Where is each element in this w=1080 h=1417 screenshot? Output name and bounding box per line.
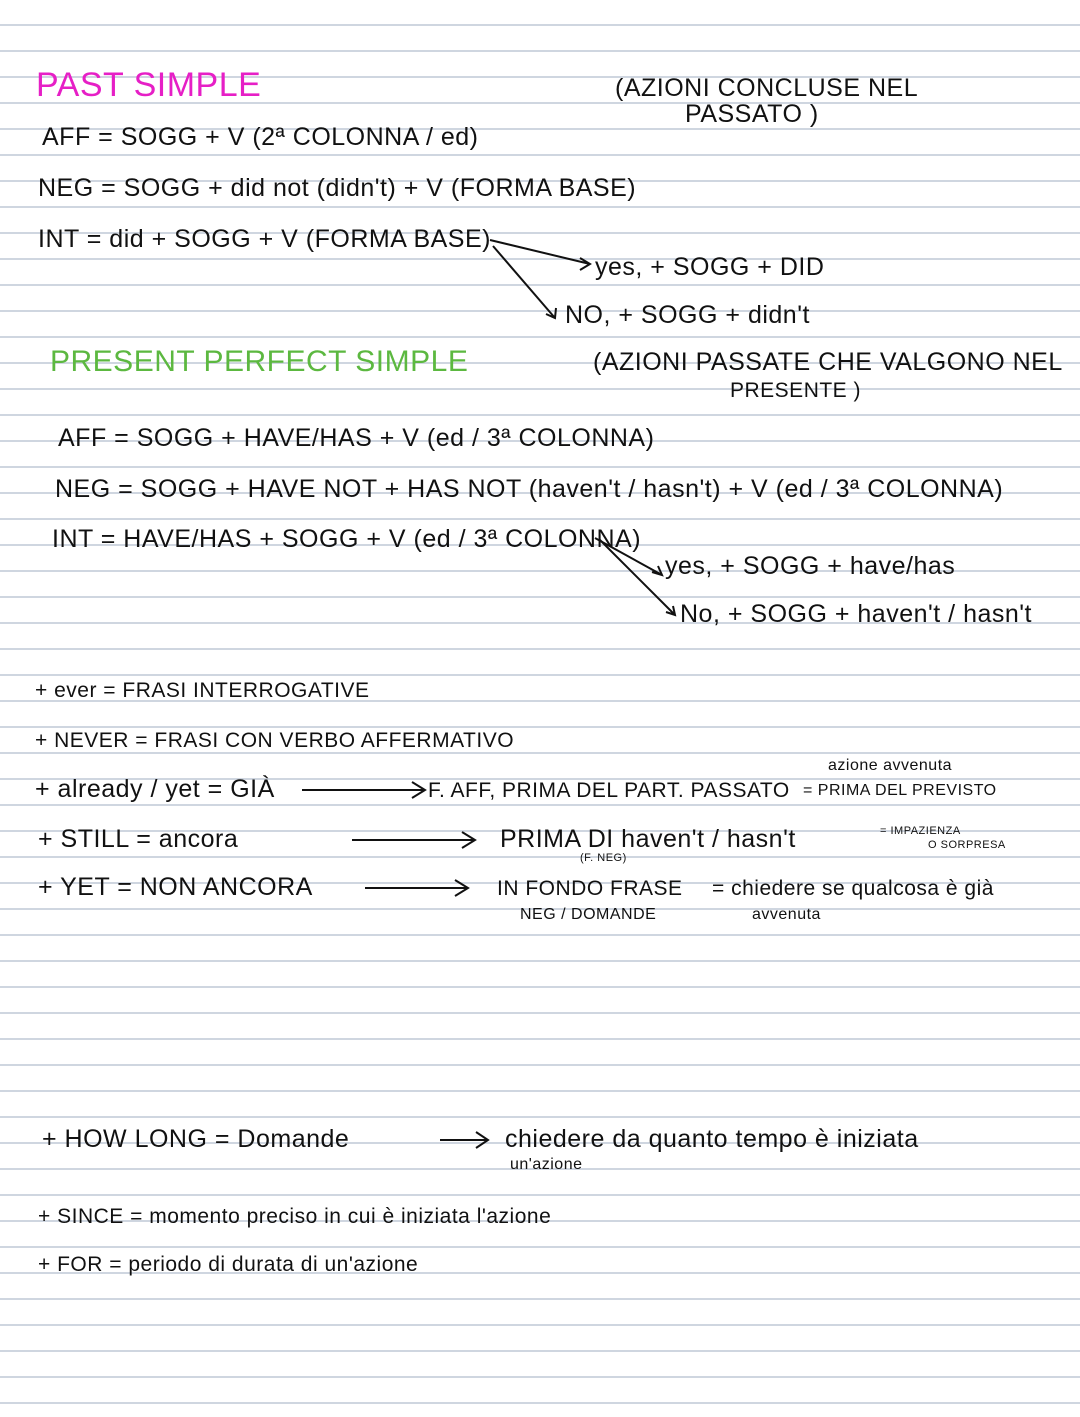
adverb-still-note-2: O SORPRESA <box>928 839 1006 851</box>
adverb-still-rule-sub: (F. NEG) <box>580 852 627 864</box>
adverb-ever: + ever = FRASI INTERROGATIVE <box>35 679 370 702</box>
past-simple-note: (AZIONI CONCLUSE NEL <box>615 74 919 102</box>
adverb-already: + already / yet = GIÀ <box>35 775 275 803</box>
arrow-still <box>352 832 475 848</box>
adverb-yet-note-2: avvenuta <box>752 906 821 923</box>
adverb-yet: + YET = NON ANCORA <box>38 873 313 901</box>
present-perfect-answer-yes: yes, + SOGG + have/has <box>665 552 956 580</box>
adverb-still-rule: PRIMA DI haven't / hasn't <box>500 825 796 853</box>
present-perfect-answer-no: No, + SOGG + haven't / hasn't <box>680 600 1032 628</box>
how-long-rule-2: un'azione <box>510 1156 583 1173</box>
past-simple-answer-yes: yes, + SOGG + DID <box>595 253 825 281</box>
adverb-still-note: = IMPAZIENZA <box>880 825 961 837</box>
adverb-yet-rule-sub: NEG / DOMANDE <box>520 906 657 923</box>
past-simple-answer-no: NO, + SOGG + didn't <box>565 301 810 329</box>
adverb-still: + STILL = ancora <box>38 825 239 853</box>
how-long: + HOW LONG = Domande <box>42 1125 350 1153</box>
how-long-rule: chiedere da quanto tempo è iniziata <box>505 1125 919 1153</box>
adverb-already-note: = PRIMA DEL PREVISTO <box>803 782 997 799</box>
adverb-already-rule: F. AFF, PRIMA DEL PART. PASSATO <box>428 779 790 802</box>
present-perfect-note: (AZIONI PASSATE CHE VALGONO NEL <box>593 348 1063 376</box>
present-perfect-title: PRESENT PERFECT SIMPLE <box>50 345 469 378</box>
past-simple-note-2: PASSATO ) <box>685 100 819 128</box>
present-perfect-int: INT = HAVE/HAS + SOGG + V (ed / 3ª COLONNA) <box>52 525 642 553</box>
adverb-yet-rule: IN FONDO FRASE <box>497 877 683 900</box>
arrow-already <box>302 782 425 798</box>
arrow-how-long <box>440 1132 488 1148</box>
past-simple-title: PAST SIMPLE <box>36 66 262 104</box>
present-perfect-note-2: PRESENTE ) <box>730 379 862 402</box>
for: + FOR = periodo di durata di un'azione <box>38 1253 419 1276</box>
present-perfect-aff: AFF = SOGG + HAVE/HAS + V (ed / 3ª COLONNA) <box>58 424 655 452</box>
arrow-yet <box>365 880 468 896</box>
past-simple-aff: AFF = SOGG + V (2ª COLONNA / ed) <box>42 123 479 151</box>
past-simple-neg: NEG = SOGG + did not (didn't) + V (FORMA BASE) <box>38 174 637 202</box>
adverb-never: + NEVER = FRASI CON VERBO AFFERMATIVO <box>35 729 515 752</box>
adverb-already-note-top: azione avvenuta <box>828 757 953 774</box>
adverb-yet-note: = chiedere se qualcosa è già <box>712 877 994 900</box>
present-perfect-neg: NEG = SOGG + HAVE NOT + HAS NOT (haven't / hasn't) + V (ed / 3ª COLONNA) <box>55 475 1004 503</box>
since: + SINCE = momento preciso in cui è iniziata l'azione <box>38 1205 552 1228</box>
arrow-int-yes <box>490 240 590 270</box>
past-simple-int: INT = did + SOGG + V (FORMA BASE) <box>38 225 491 253</box>
arrow-int-no <box>493 246 556 318</box>
